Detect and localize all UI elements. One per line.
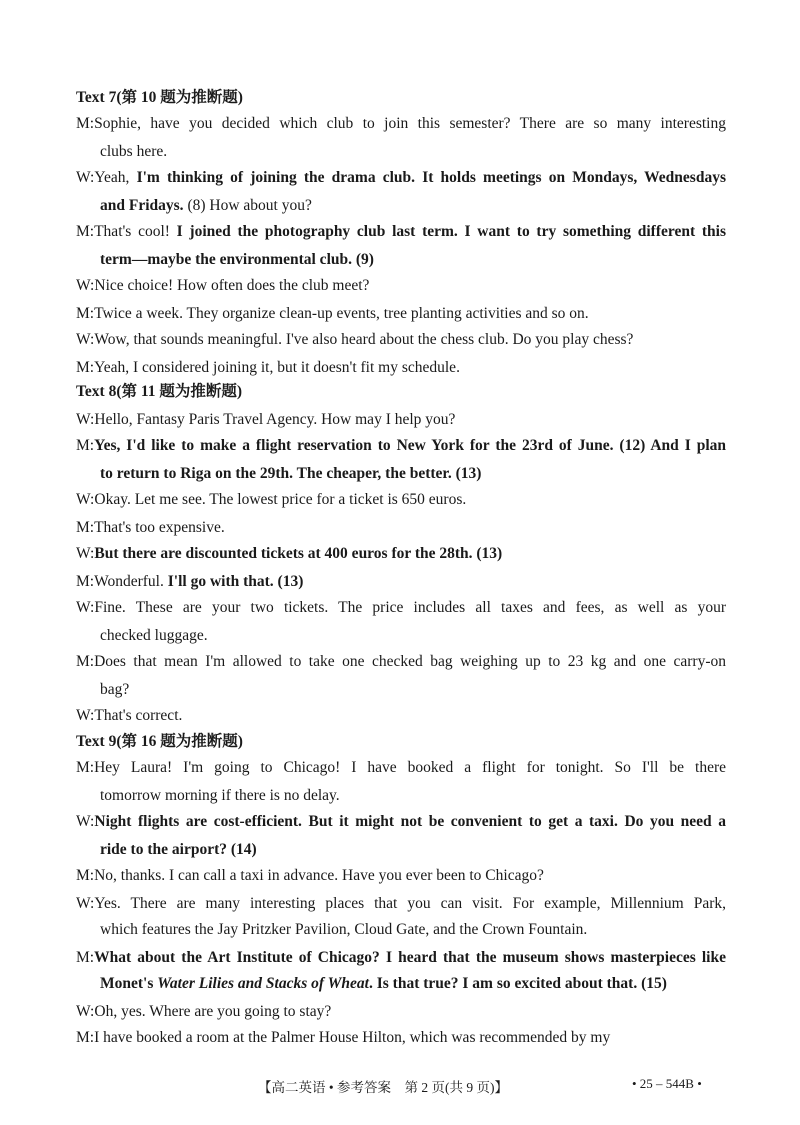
- dialogue-text: (8): [183, 197, 210, 214]
- dialogue-text: tomorrow morning if there is no delay.: [100, 787, 340, 804]
- dialogue-text: How about you?: [209, 197, 312, 214]
- speaker-label: W:: [76, 707, 95, 724]
- speaker-label: M:: [76, 653, 95, 670]
- transcript-line: [76, 358, 726, 378]
- dialogue-text: checked luggage.: [100, 627, 208, 644]
- dialogue-text: Yeah,: [94, 169, 137, 186]
- answer-key-text: I'll go with that. (13): [167, 573, 304, 590]
- transcript-line-continuation: [100, 250, 726, 270]
- speaker-label: W:: [76, 491, 95, 508]
- answer-key-text: I joined the photography club last term. I want to try something different this: [176, 223, 726, 240]
- dialogue-text: That's cool!: [94, 223, 177, 240]
- transcript-line: [76, 948, 726, 968]
- speaker-label: M:: [76, 519, 95, 536]
- dialogue-text: Fine. These are your two tickets. The price includes all taxes and fees, as well as your: [94, 599, 726, 616]
- transcript-line: [76, 168, 726, 188]
- dialogue-text: Does that mean I'm allowed to take one checked bag weighing up to 23 kg and one carry-on: [94, 653, 726, 670]
- transcript-line: [76, 1028, 726, 1048]
- speaker-label: W:: [76, 599, 95, 616]
- dialogue-text: That's too expensive.: [94, 519, 225, 536]
- section-heading: Text 9(第 16 题为推断题): [76, 733, 243, 750]
- transcript-line-continuation: [100, 626, 726, 646]
- speaker-label: W:: [76, 895, 95, 912]
- transcript-line: [76, 866, 726, 886]
- transcript-line: [76, 1002, 726, 1022]
- answer-key-text: Monet's: [100, 975, 158, 992]
- answer-key-text: I'm thinking of joining the drama club. It holds meetings on Mondays, Wednesdays: [136, 169, 726, 186]
- speaker-label: W:: [76, 813, 95, 830]
- speaker-label: M:: [76, 223, 95, 240]
- transcript-line: [76, 436, 726, 456]
- dialogue-text: That's correct.: [94, 707, 183, 724]
- speaker-label: M:: [76, 115, 95, 132]
- speaker-label: W:: [76, 1003, 95, 1020]
- dialogue-text: which features the Jay Pritzker Pavilion, Cloud Gate, and the Crown Fountain.: [100, 921, 588, 938]
- transcript-line: [76, 894, 726, 914]
- speaker-label: M:: [76, 1029, 95, 1046]
- speaker-label: M:: [76, 759, 95, 776]
- dialogue-text: Hello, Fantasy Paris Travel Agency. How may I help you?: [94, 411, 456, 428]
- transcript-line: [76, 304, 726, 324]
- speaker-label: M:: [76, 305, 95, 322]
- dialogue-text: No, thanks. I can call a taxi in advance. Have you ever been to Chicago?: [94, 867, 544, 884]
- answer-key-text: . Is that true? I am so excited about that. (15): [368, 975, 667, 992]
- speaker-label: W:: [76, 411, 95, 428]
- answer-key-text: ride to the airport? (14): [100, 841, 257, 858]
- transcript-line: [76, 330, 726, 350]
- transcript-line: [76, 572, 726, 592]
- transcript-line-continuation: [100, 786, 726, 806]
- answer-key-text: Water Lilies and Stacks of Wheat: [157, 975, 369, 992]
- section-heading: Text 8(第 11 题为推断题): [76, 383, 243, 400]
- dialogue-text: Hey Laura! I'm going to Chicago! I have booked a flight for tonight. So I'll be there: [94, 759, 726, 776]
- transcript-line: [76, 490, 726, 510]
- speaker-label: M:: [76, 359, 95, 376]
- dialogue-text: Wow, that sounds meaningful. I've also heard about the chess club. Do you play chess?: [94, 331, 634, 348]
- speaker-label: M:: [76, 437, 95, 454]
- speaker-label: W:: [76, 545, 95, 562]
- speaker-label: W:: [76, 277, 95, 294]
- transcript-line-continuation: [100, 920, 726, 940]
- dialogue-text: Oh, yes. Where are you going to stay?: [94, 1003, 332, 1020]
- transcript-line: [76, 410, 726, 430]
- transcript-line: [76, 518, 726, 538]
- transcript-line: [76, 758, 726, 778]
- speaker-label: W:: [76, 331, 95, 348]
- transcript-line-continuation: [100, 196, 726, 216]
- transcript-line: [76, 222, 726, 242]
- answer-key-text: What about the Art Institute of Chicago? I heard that the museum shows masterpieces like: [94, 949, 726, 966]
- transcript-line-continuation: [100, 680, 726, 700]
- transcript-line-continuation: [100, 464, 726, 484]
- transcript-line: [76, 114, 726, 134]
- transcript-line-continuation: [100, 974, 726, 994]
- dialogue-text: Yes. There are many interesting places that you can visit. For example, Millennium Park,: [94, 895, 726, 912]
- answer-key-text: term—maybe the environmental club. (9): [100, 251, 374, 268]
- dialogue-text: Okay. Let me see. The lowest price for a ticket is 650 euros.: [94, 491, 467, 508]
- speaker-label: M:: [76, 573, 95, 590]
- transcript-line: [76, 544, 726, 564]
- transcript-line-continuation: [100, 142, 726, 162]
- dialogue-text: bag?: [100, 681, 130, 698]
- transcript-line: [76, 276, 726, 296]
- transcript-line: [76, 812, 726, 832]
- speaker-label: M:: [76, 949, 95, 966]
- speaker-label: W:: [76, 169, 95, 186]
- dialogue-text: Sophie, have you decided which club to join this semester? There are so many interesting: [94, 115, 726, 132]
- dialogue-text: clubs here.: [100, 143, 168, 160]
- speaker-label: M:: [76, 867, 95, 884]
- dialogue-text: I have booked a room at the Palmer House Hilton, which was recommended by my: [94, 1029, 611, 1046]
- answer-key-text: to return to Riga on the 29th. The cheaper, the better. (13): [100, 465, 482, 482]
- answer-key-text: But there are discounted tickets at 400 euros for the 28th. (13): [94, 545, 503, 562]
- dialogue-text: Twice a week. They organize clean-up events, tree planting activities and so on.: [94, 305, 589, 322]
- dialogue-text: Wonderful.: [94, 573, 168, 590]
- footer-code: • 25 – 544B •: [632, 1076, 702, 1091]
- footer-page-info: 【高二英语 • 参考答案 第 2 页(共 9 页)】: [258, 1080, 508, 1095]
- answer-key-text: Yes, I'd like to make a flight reservation to New York for the 23rd of June. (12) And I plan: [94, 437, 726, 454]
- transcript-line: [76, 652, 726, 672]
- answer-key-text: and Fridays.: [100, 197, 184, 214]
- transcript-line: [76, 598, 726, 618]
- section-heading: Text 7(第 10 题为推断题): [76, 89, 243, 106]
- transcript-line: [76, 706, 726, 726]
- dialogue-text: Nice choice! How often does the club meet?: [94, 277, 370, 294]
- dialogue-text: Yeah, I considered joining it, but it doesn't fit my schedule.: [94, 359, 460, 376]
- answer-key-text: Night flights are cost-efficient. But it might not be convenient to get a taxi. Do you need a: [94, 813, 726, 830]
- transcript-line-continuation: [100, 840, 726, 860]
